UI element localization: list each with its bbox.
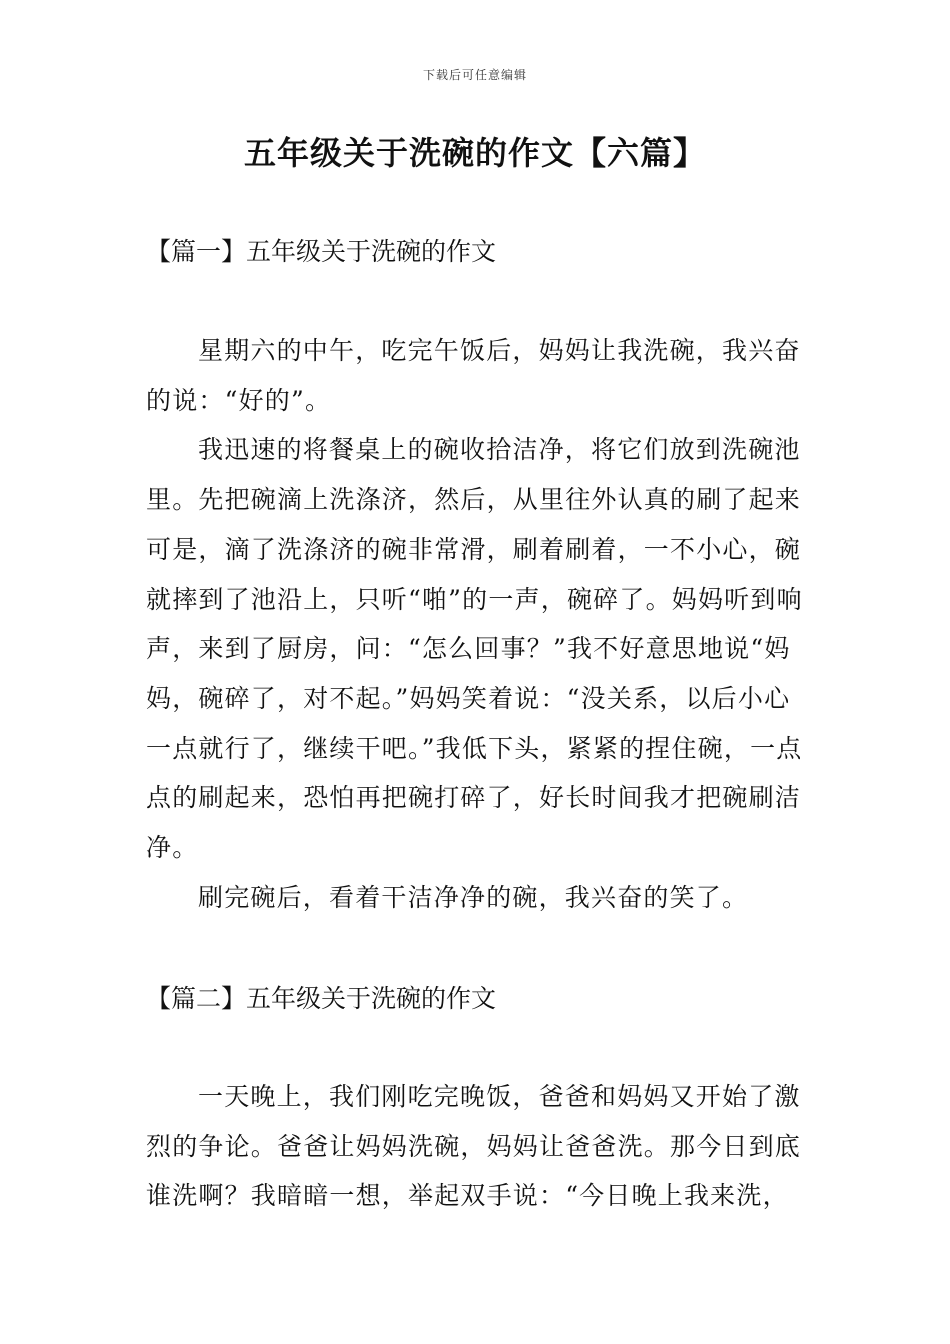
paragraph: 刷完碗后，看着干洁净净的碗，我兴奋的笑了。 [198, 882, 749, 912]
paragraph: 一天晚上，我们刚吃完晚饭，爸爸和妈妈又开始了激烈的争论。爸爸让妈妈洗碗，妈妈让爸爸洗。那今日到底谁洗啊？我暗暗一想，举起双手说：“今日晚上我来洗， [146, 1082, 802, 1211]
section-heading-1: 【篇一】五年级关于洗碗的作文 [146, 237, 497, 266]
section-2-body [146, 1072, 810, 1221]
paragraph: 我迅速的将餐桌上的碗收拾洁净，将它们放到洗碗池里。先把碗滴上洗涤济，然后，从里往外认真的刷了起来可是，滴了洗涤济的碗非常滑，刷着刷着，一不小心，碗就摔到了池沿上，只听“啪”的一声，碗碎了。妈妈听到响声，来到了厨房，问：“怎么回事？”我不好意思地说“妈妈，碗碎了，对不起。”妈妈笑着说：“没关系，以后小心一点就行了，继续干吧。”我低下头，紧紧的捏住碗，一点点的刷起来，恐怕再把碗打碎了，好长时间我才把碗刷洁净。 [146, 435, 803, 863]
section-heading-2: 【篇二】五年级关于洗碗的作文 [146, 984, 497, 1013]
document-title: 五年级关于洗碗的作文【六篇】 [243, 134, 706, 172]
page-header-note: 下载后可任意编辑 [422, 68, 527, 82]
section-1-body [146, 326, 810, 922]
paragraph: 星期六的中午，吃完午饭后，妈妈让我洗碗，我兴奋的说：“好的”。 [146, 336, 801, 415]
